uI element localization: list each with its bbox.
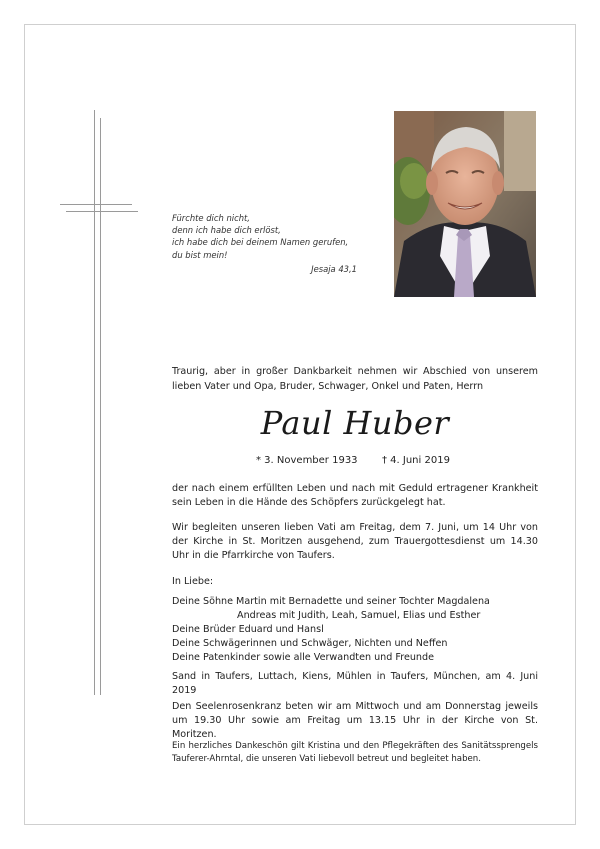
family-line: Deine Brüder Eduard und Hansl (172, 624, 324, 635)
family-list (172, 595, 538, 665)
cross-horizontal-line (60, 204, 132, 205)
life-paragraph: der nach einem erfüllten Leben und nach mit Geduld ertragener Krankheit sein Leben in die Hände des Schöpfers zurückgelegt hat. (172, 483, 538, 508)
quote-line: ich habe dich bei deinem Namen gerufen, (172, 237, 349, 248)
birth-date: * 3. November 1933 (256, 455, 358, 466)
cross-horizontal-line (66, 211, 138, 212)
quote-line: Fürchte dich nicht, (172, 213, 250, 223)
in-liebe-heading: In Liebe: (172, 576, 214, 587)
thanks-paragraph: Ein herzliches Dankeschön gilt Kristina und den Pflegekräften des Sanitätssprengels Tauferer-Ahrntal, die unseren Vati liebevoll betreut und begleitet haben. (172, 741, 538, 764)
portrait-photo (394, 111, 536, 297)
places-date-line: Sand in Taufers, Luttach, Kiens, Mühlen in Taufers, München, am 4. Juni 2019 (172, 671, 538, 696)
quote-line: denn ich habe dich erlöst, (172, 225, 281, 236)
family-line: Deine Schwägerinnen und Schwäger, Nichten und Neffen (172, 638, 448, 649)
quote-reference: Jesaja 43,1 (311, 263, 357, 274)
funeral-paragraph: Wir begleiten unseren lieben Vati am Freitag, dem 7. Juni, um 14 Uhr von der Kirche in St. Moritzen ausgehend, zum Trauergottesdienst um 14.30 Uhr in die Pfarrkirche von Taufers. (172, 522, 538, 561)
bible-quote (172, 212, 357, 275)
family-line: Deine Patenkinder sowie alle Verwandten und Freunde (172, 652, 435, 663)
family-line: Deine Söhne Martin mit Bernadette und seiner Tochter Magdalena (172, 596, 490, 607)
deceased-name: Paul Huber (260, 404, 450, 442)
rosary-paragraph: Den Seelenrosenkranz beten wir am Mittwoch und am Donnerstag jeweils um 19.30 Uhr sowie am Freitag um 13.15 Uhr in der Kirche von St. Moritzen. (172, 701, 538, 740)
family-line: Andreas mit Judith, Leah, Samuel, Elias und Esther (237, 610, 481, 621)
intro-text: Traurig, aber in großer Dankbarkeit nehmen wir Abschied von unserem lieben Vater und Opa, Bruder, Schwager, Onkel und Paten, Herrn (172, 366, 538, 392)
cross-vertical-line (94, 110, 95, 695)
quote-line: du bist mein! (172, 249, 228, 260)
death-date: † 4. Juni 2019 (382, 455, 450, 466)
